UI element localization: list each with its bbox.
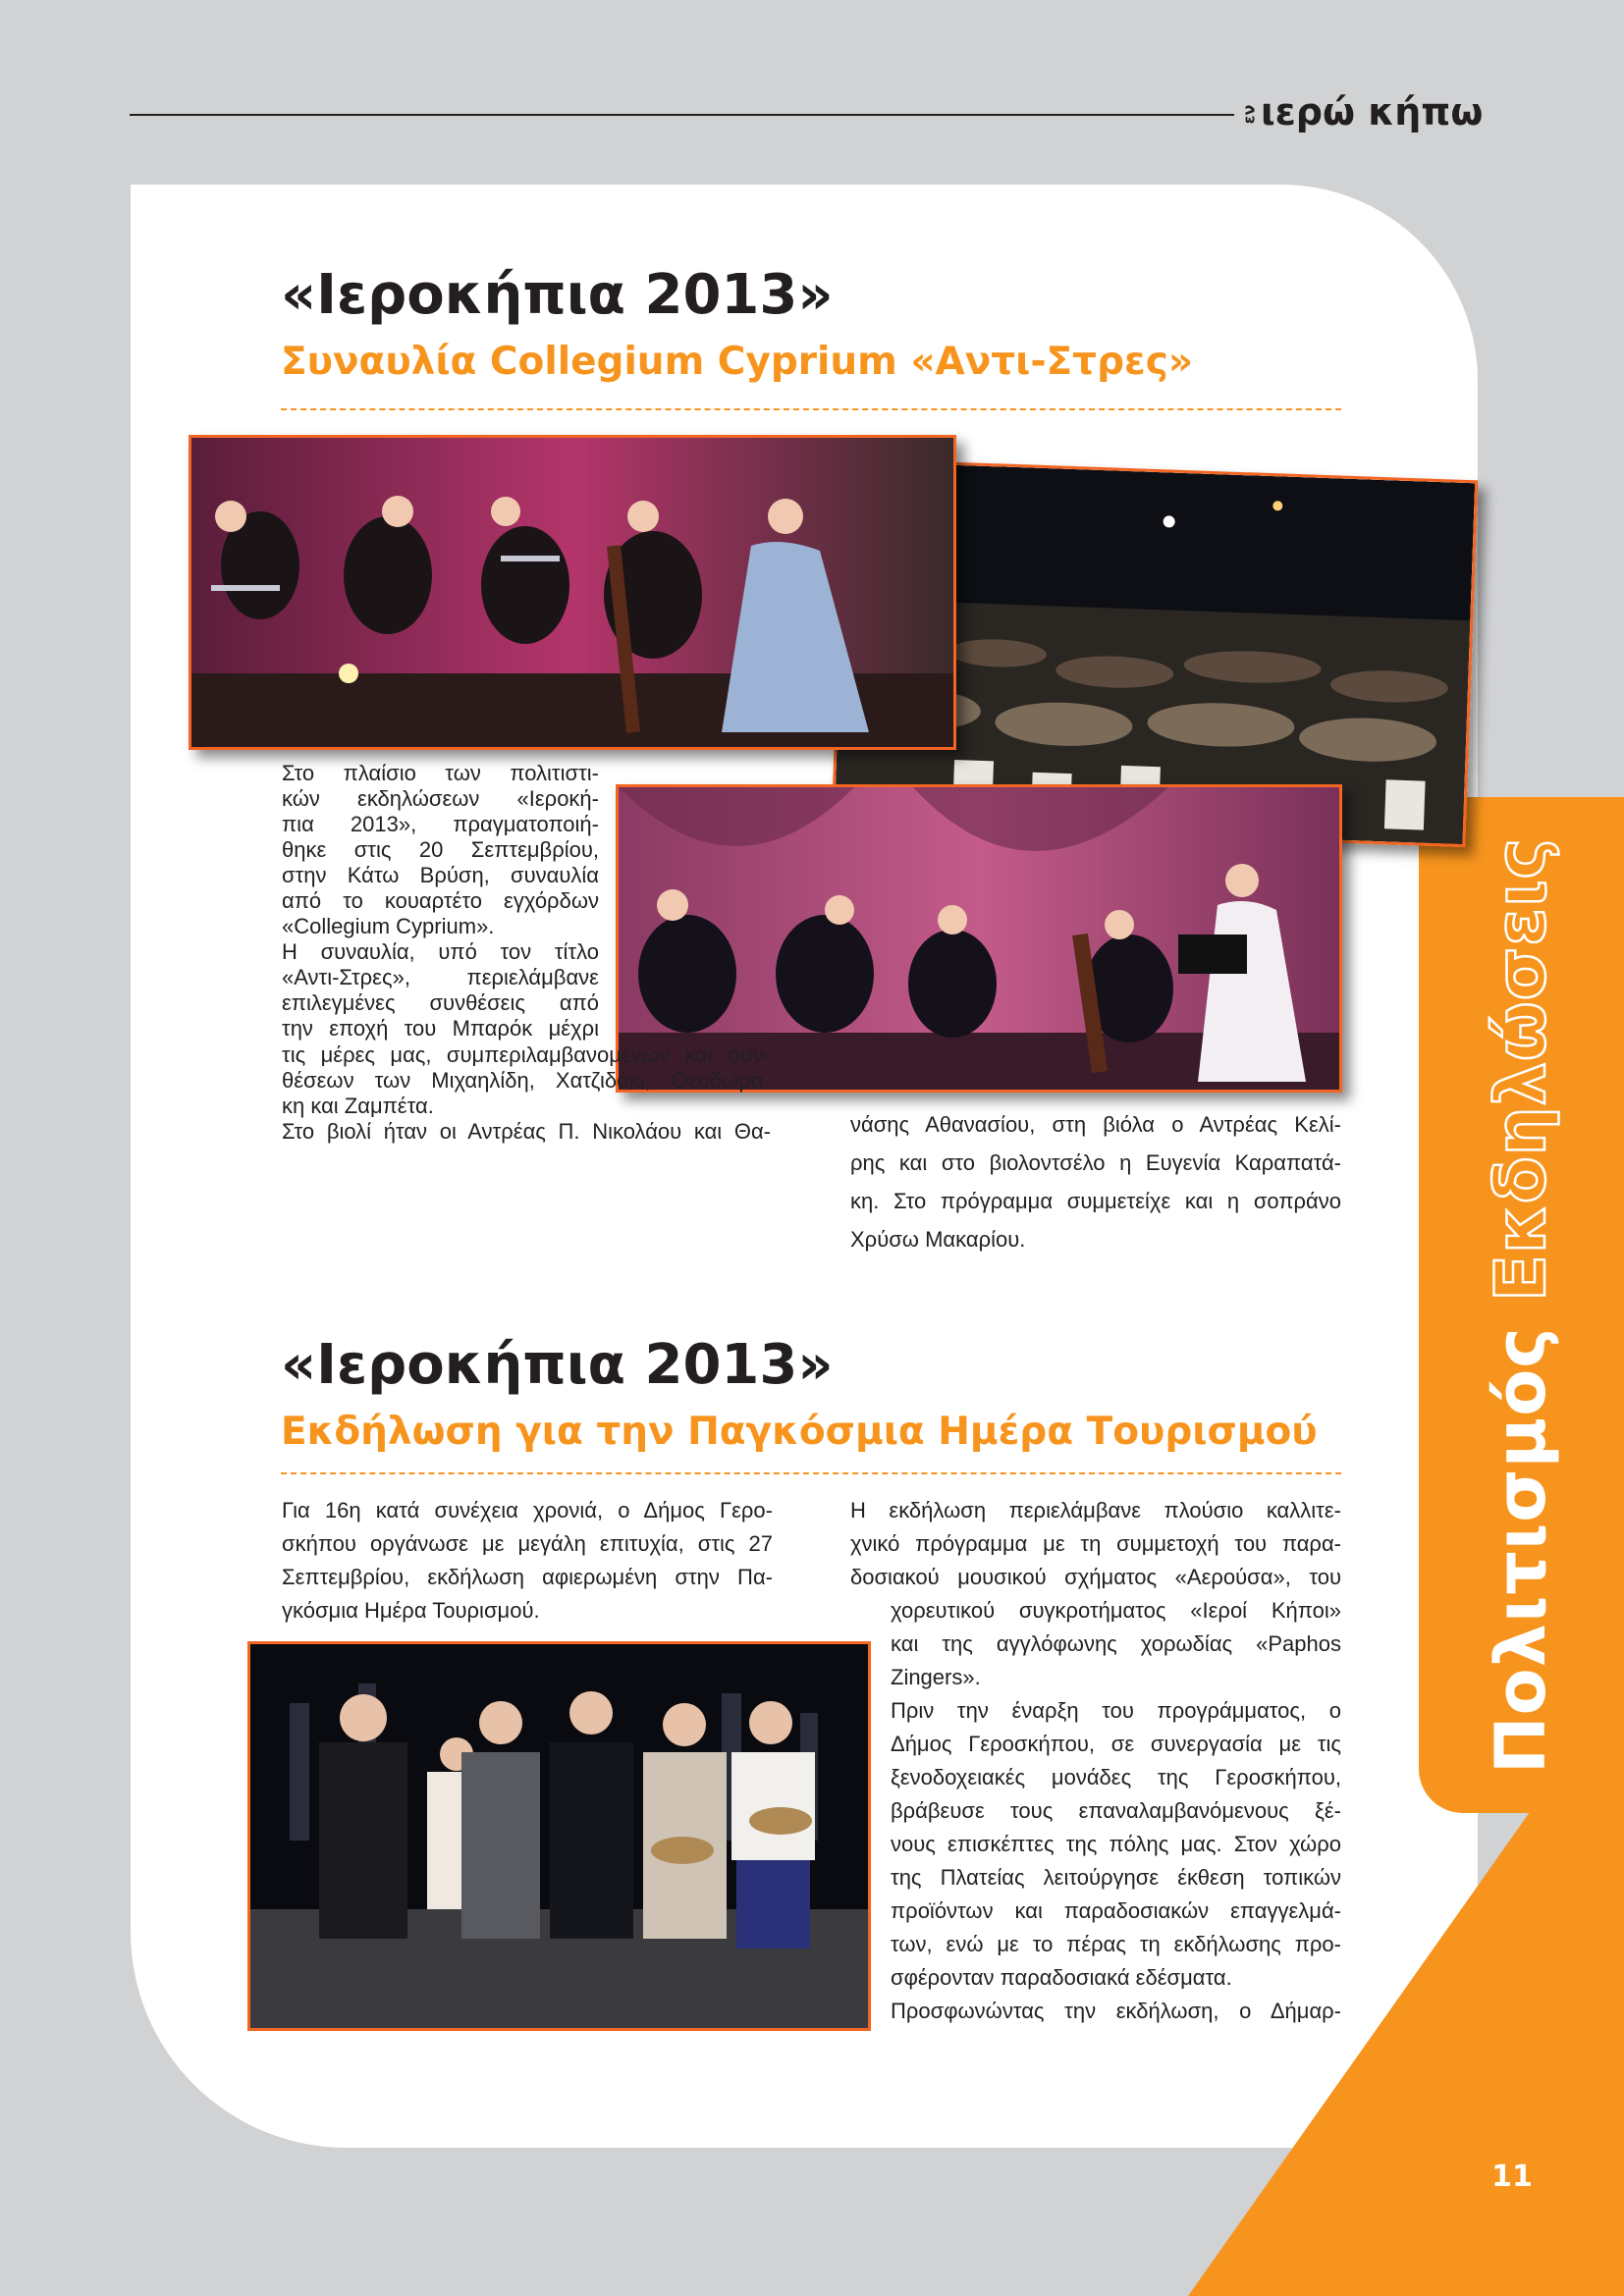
article2-subtitle: Εκδήλωση για την Παγκόσμια Ημέρα Τουρισμού: [281, 1410, 1318, 1454]
article1-divider: [281, 408, 1341, 410]
text-line: κη και Ζαμπέτα.: [282, 1094, 434, 1118]
text-line: χνικό πρόγραμμα με τη συμμετοχή του παρα-: [850, 1531, 1341, 1556]
text-line: θηκε στις 20 Σεπτεμβρίου,: [282, 837, 599, 862]
text-line: νάσης Αθανασίου, στη βιόλα ο Αντρέας Κελί-: [850, 1112, 1341, 1137]
text-line: Πριν την έναρξη του προγράμματος, ο: [891, 1698, 1341, 1723]
article2-column1: [282, 1494, 773, 1628]
text-line: Η εκδήλωση περιελάμβανε πλούσιο καλλιτε-: [850, 1498, 1341, 1522]
text-line: κη. Στο πρόγραμμα συμμετείχε και η σοπράνο: [850, 1189, 1341, 1213]
text-line: πια 2013», πραγματοποιή-: [282, 812, 599, 836]
text-line: Για 16η κατά συνέχεια χρονιά, ο Δήμος Γερο-: [282, 1498, 773, 1522]
article2-column2-top: [850, 1494, 1341, 1594]
text-line: Δήμος Γεροσκήπου, σε συνεργασία με τις: [891, 1732, 1341, 1756]
text-line: Σεπτεμβρίου, εκδήλωση αφιερωμένη στην Πα-: [282, 1565, 773, 1589]
text-line: Zingers».: [891, 1665, 981, 1689]
text-line: των, ενώ με το πέρας τη εκδήλωσης προ-: [891, 1932, 1341, 1956]
article2-column2-indented: [891, 1594, 1341, 2028]
text-line: από το κουαρτέτο εγχόρδων: [282, 888, 599, 913]
text-line: Στο πλαίσιο των πολιτιστι-: [282, 761, 599, 785]
article2-divider: [281, 1472, 1341, 1474]
text-line: «Collegium Cyprium».: [282, 914, 495, 938]
text-line: νους επισκέπτες της πόλης μας. Στον χώρο: [891, 1832, 1341, 1856]
photo-quartet-top-image: [191, 438, 953, 747]
text-line: Προσφωνώντας την εκδήλωση, ο Δήμαρ-: [891, 1999, 1341, 2023]
header-rule: [130, 114, 1234, 116]
photo-award-ceremony-image: [250, 1644, 868, 2028]
photo-quartet-top: [189, 435, 956, 750]
text-line: Η συναυλία, υπό τον τίτλο: [282, 939, 599, 964]
text-line: σκήπου οργάνωσε με μεγάλη επιτυχία, στις 27: [282, 1531, 773, 1556]
masthead-small-label: εν: [1239, 104, 1259, 125]
article1-subtitle: Συναυλία Collegium Cyprium «Αντι-Στρες»: [281, 340, 1194, 384]
text-line: δοσιακού μουσικού σχήματος «Αερούσα», του: [850, 1565, 1341, 1589]
text-line: ξενοδοχειακές μονάδες της Γεροσκήπου,: [891, 1765, 1341, 1789]
photo-award-ceremony: [247, 1641, 871, 2031]
section-tab-label: [1419, 797, 1624, 1813]
masthead: [1239, 90, 1494, 139]
section-tab-word2: Εκδηλώσεις: [1481, 836, 1562, 1302]
text-line: επιλεγμένες συνθέσεις από: [282, 990, 599, 1015]
text-line: θέσεων των Μιχαηλίδη, Χατζιδάκι, Θεοδωρά-: [282, 1068, 771, 1093]
text-line: προϊόντων και παραδοσιακών επαγγελμά-: [891, 1898, 1341, 1923]
article1-column1-wide: [282, 1043, 771, 1146]
article2-title: «Ιεροκήπια 2013»: [281, 1333, 834, 1397]
text-line: Στο βιολί ήταν οι Αντρέας Π. Νικολάου και Θα-: [282, 1119, 771, 1144]
masthead-title: ιερώ κήπω: [1260, 90, 1484, 133]
text-line: την εποχή του Μπαρόκ μέχρι: [282, 1016, 599, 1041]
text-line: σφέρονταν παραδοσιακά εδέσματα.: [891, 1965, 1232, 1990]
text-line: «Αντι-Στρες», περιελάμβανε: [282, 965, 599, 989]
text-line: χορευτικού συγκροτήματος «Ιεροί Κήποι»: [891, 1598, 1341, 1623]
text-line: γκόσμια Ημέρα Τουρισμού.: [282, 1598, 540, 1623]
text-line: τις μέρες μας, συμπεριλαμβανομένων και συν-: [282, 1042, 771, 1067]
article1-column2: [850, 1105, 1341, 1258]
text-line: βράβευσε τους επαναλαμβανόμενους ξέ-: [891, 1798, 1341, 1823]
article1-title: «Ιεροκήπια 2013»: [281, 263, 834, 327]
section-tab-word1: Πολιτισμός: [1481, 1325, 1562, 1774]
text-line: στην Κάτω Βρύση, συναυλία: [282, 863, 599, 887]
page-number: 11: [1491, 2160, 1533, 2194]
text-line: Χρύσω Μακαρίου.: [850, 1227, 1026, 1252]
text-line: και της αγγλόφωνης χορωδίας «Paphos: [891, 1631, 1341, 1656]
text-line: κών εκδηλώσεων «Ιεροκή-: [282, 786, 599, 811]
text-line: ρης και στο βιολοντσέλο η Ευγενία Καραπατά-: [850, 1150, 1341, 1175]
article1-column1: [282, 762, 599, 1042]
text-line: της Πλατείας λειτούργησε έκθεση τοπικών: [891, 1865, 1341, 1890]
